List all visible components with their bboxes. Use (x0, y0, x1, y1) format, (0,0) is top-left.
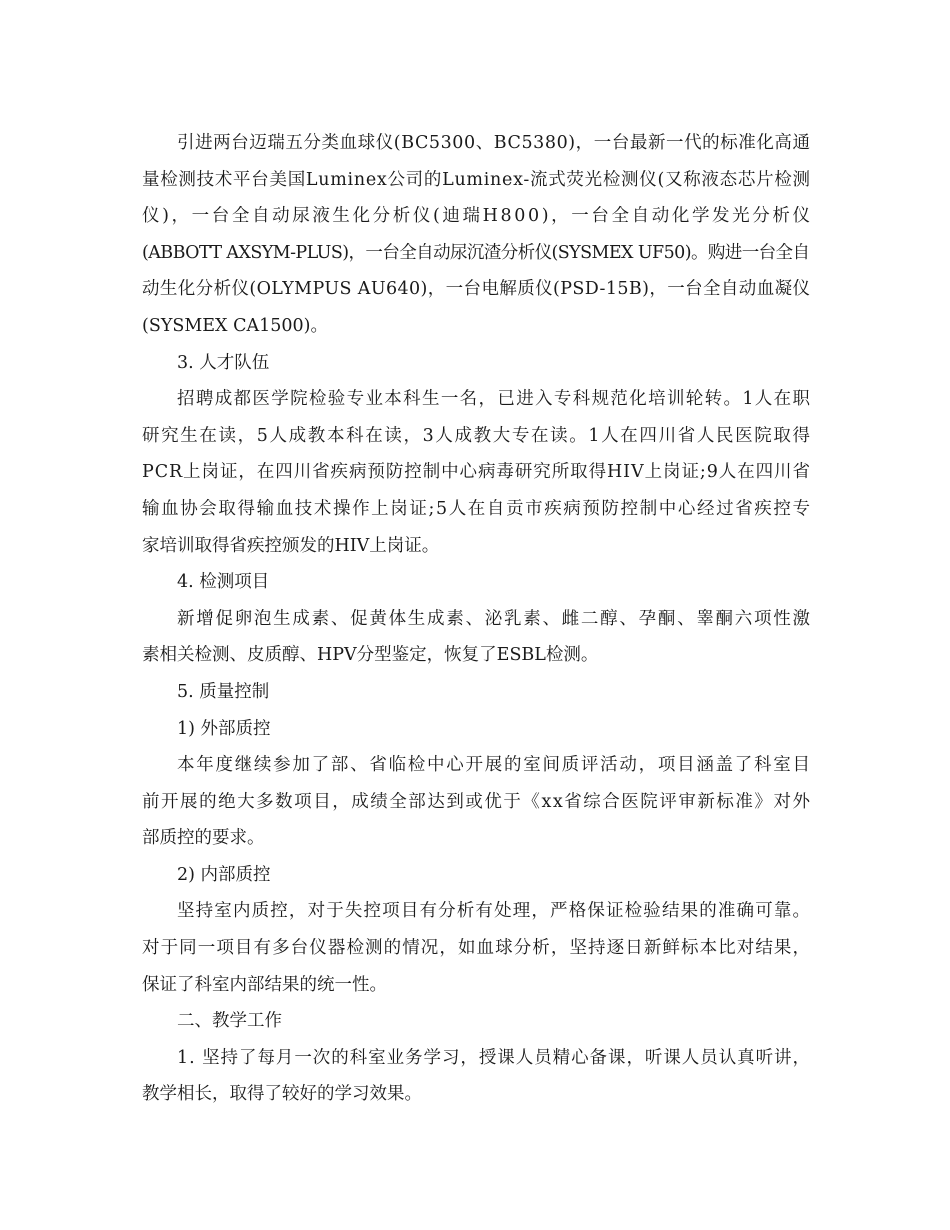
paragraph-line: (ABBOTT AXSYM-PLUS)，一台全自动尿沉渣分析仪(SYSMEX UF50)。购进一台全自 (142, 242, 810, 263)
paragraph-line: 动生化分析仪(OLYMPUS AU640)，一台电解质仪(PSD-15B)，一台全自动血凝仪 (142, 279, 811, 300)
body-paragraph (142, 125, 813, 345)
section-heading (142, 345, 810, 382)
paragraph-line: 新增促卵泡生成素、促黄体生成素、泌乳素、雌二醇、孕酮、睾酮六项性激 (177, 608, 812, 629)
body-paragraph (142, 601, 810, 674)
heading-text: 5. 质量控制 (177, 681, 270, 702)
paragraph-line: 1. 坚持了每月一次的科室业务学习，授课人员精心备课，听课人员认真听讲， (177, 1047, 811, 1068)
heading-text: 二、教学工作 (177, 1011, 282, 1032)
paragraph-line: 素相关检测、皮质醇、HPV分型鉴定，恢复了ESBL检测。 (142, 645, 599, 666)
paragraph-line: 引进两台迈瑞五分类血球仪(BC5300、BC5380)，一台最新一代的标准化高通 (177, 133, 811, 153)
body-paragraph (142, 747, 810, 857)
section-heading (142, 564, 810, 601)
paragraph-line: 前开展的绝大多数项目，成绩全部达到或优于《xx省综合医院评审新标准》对外 (142, 791, 812, 812)
document-body (142, 125, 813, 1113)
paragraph-line: 家培训取得省疾控颁发的HIV上岗证。 (142, 535, 440, 556)
paragraph-line: 对于同一项目有多台仪器检测的情况，如血球分析，坚持逐日新鲜标本比对结果， (142, 938, 812, 959)
body-paragraph (142, 381, 810, 564)
heading-text: 1) 外部质控 (177, 718, 271, 739)
body-paragraph (142, 893, 810, 1003)
paragraph-line: 输血协会取得输血技术操作上岗证;5人在自贡市疾病预防控制中心经过省疾控专 (142, 498, 812, 519)
section-heading (142, 857, 810, 894)
paragraph-line: 仪)，一台全自动尿液生化分析仪(迪瑞H800)，一台全自动化学发光分析仪 (142, 206, 813, 227)
paragraph-line: 本年度继续参加了部、省临检中心开展的室间质评活动，项目涵盖了科室目 (177, 755, 812, 776)
paragraph-line: 保证了科室内部结果的统一性。 (142, 974, 387, 995)
heading-text: 2) 内部质控 (177, 864, 271, 885)
paragraph-line: 量检测技术平台美国Luminex公司的Luminex-流式荧光检测仪(又称液态芯片检测 (142, 169, 811, 190)
paragraph-line: 教学相长，取得了较好的学习效果。 (142, 1084, 422, 1105)
paragraph-line: PCR上岗证，在四川省疾病预防控制中心病毒研究所取得HIV上岗证;9人在四川省 (142, 462, 811, 483)
heading-text: 3. 人才队伍 (177, 352, 270, 373)
section-heading (142, 674, 810, 711)
section-heading (142, 711, 810, 748)
paragraph-line: 招聘成都医学院检验专业本科生一名，已进入专科规范化培训轮转。1人在职 (177, 389, 812, 410)
paragraph-line: 研究生在读，5人成教本科在读，3人成教大专在读。1人在四川省人民医院取得 (142, 425, 812, 446)
section-heading (142, 1003, 810, 1040)
body-paragraph (142, 1040, 810, 1113)
heading-text: 4. 检测项目 (177, 572, 270, 593)
paragraph-line: 坚持室内质控，对于失控项目有分析有处理，严格保证检验结果的准确可靠。 (177, 901, 812, 922)
paragraph-line: 部质控的要求。 (142, 828, 265, 849)
paragraph-line: (SYSMEX CA1500)。 (142, 315, 328, 336)
